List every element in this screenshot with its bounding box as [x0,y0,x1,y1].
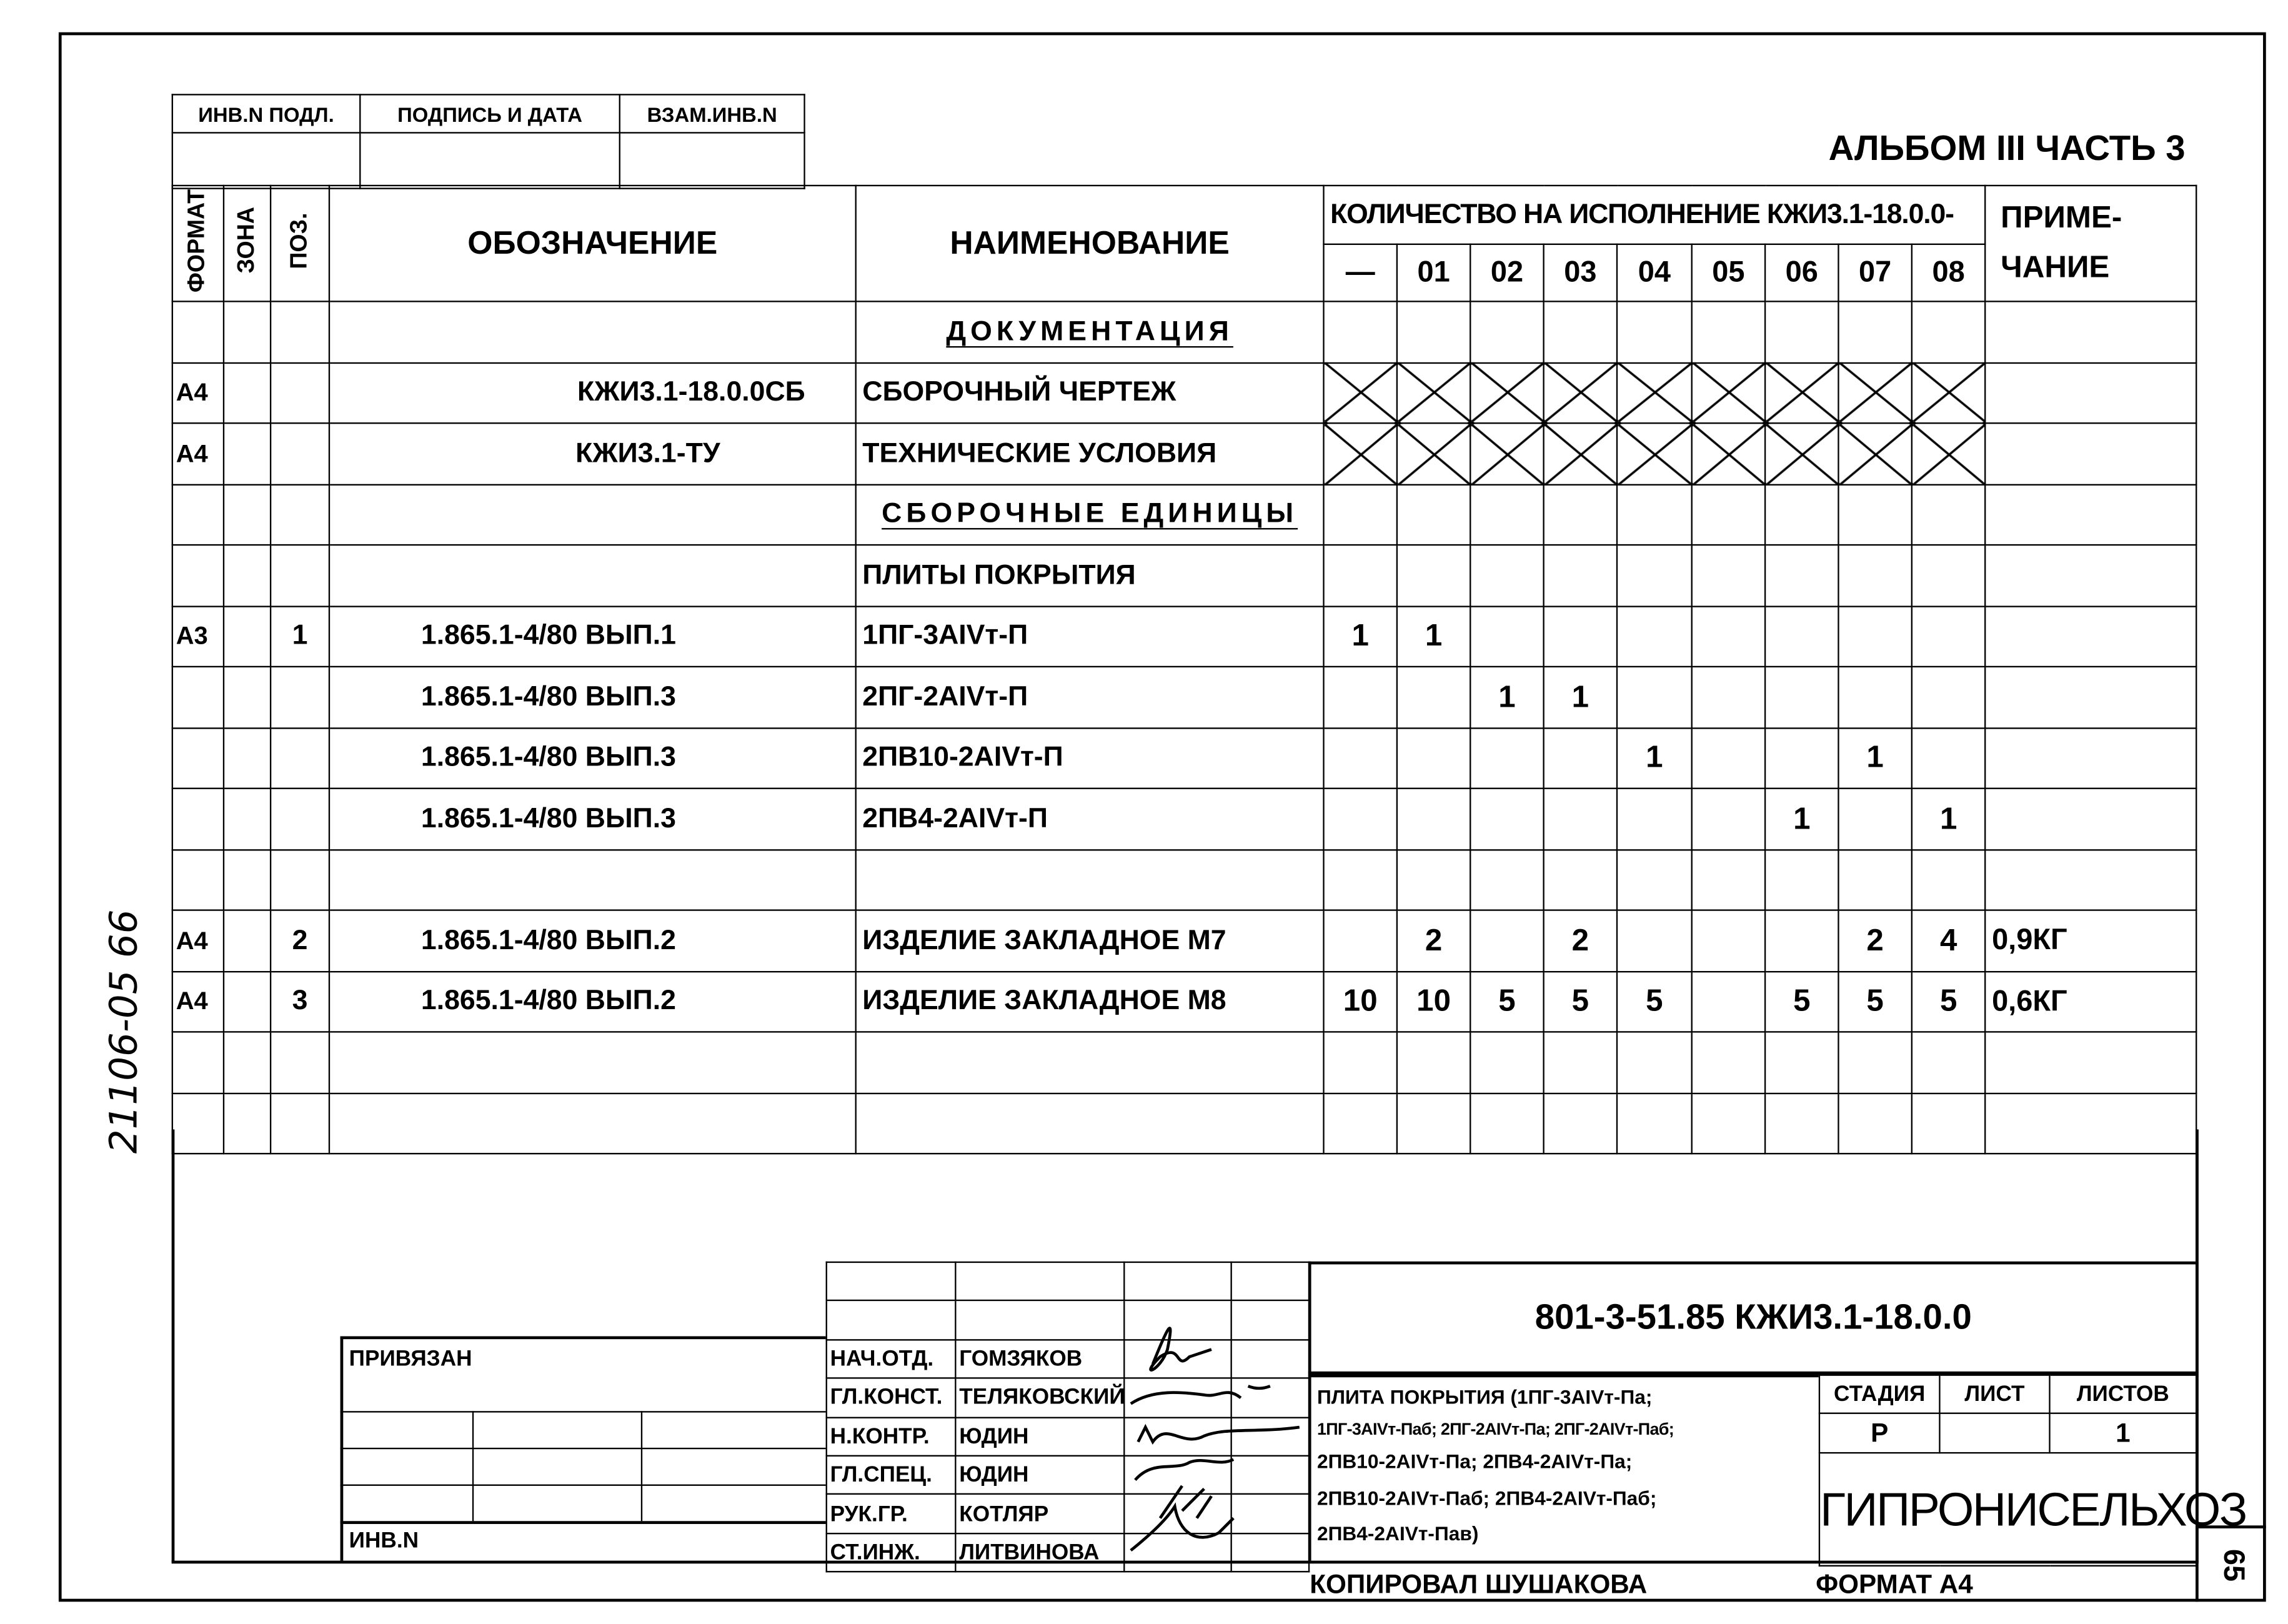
table-row [172,362,2197,423]
inventory-stamp [172,94,805,189]
cell-qty [1544,605,1617,666]
cell-format [172,301,224,362]
approval-name: ЛИТВИНОВА [955,1533,1124,1572]
binding-top-line [341,1336,826,1339]
approval-role: ГЛ.СПЕЦ. [827,1456,956,1495]
cell-qty [1692,849,1765,910]
cell-qty [1397,1093,1470,1153]
header-variant: 03 [1544,244,1617,302]
cell-format: А4 [172,423,224,484]
cell-qty [1912,301,1986,362]
cell-qty [1397,1032,1470,1092]
cell-zone [224,605,271,666]
header-note-line2: ЧАНИЕ [2001,251,2110,285]
title-line: ПЛИТА ПОКРЫТИЯ (1ПГ-3АIVт-Па; [1316,1386,1653,1408]
table-row [172,1093,2197,1153]
table-row [172,910,2197,971]
cell-designation: 1.865.1-4/80 ВЫП.3 [329,667,856,727]
inv-cell [172,132,360,188]
cell-qty [1544,1032,1617,1092]
cell-name [856,849,1324,910]
cell-qty [1692,971,1765,1032]
cell-qty [1617,849,1692,910]
table-row [172,667,2197,727]
cell-qty [1838,362,1911,423]
cell-name: 2ПВ10-2АIVт-П [856,727,1324,788]
cell-qty [1617,484,1692,545]
cell-qty [1838,849,1911,910]
cell-qty [1470,789,1543,849]
cell-qty [1324,423,1397,484]
document-title [1308,1375,1819,1561]
cell-qty [1838,1032,1911,1092]
cell-qty [1912,667,1986,727]
cell-designation: 1.865.1-4/80 ВЫП.3 [329,789,856,849]
cell-designation [329,301,856,362]
cell-qty [1765,484,1838,545]
margin-note-text: 21106-05 66 [102,909,147,1154]
cell-format: А3 [172,605,224,666]
table-row [172,484,2197,545]
organization: ГИПРОНИСЕЛЬХОЗ [1819,1453,2196,1566]
cell-qty [1765,727,1838,788]
cell-name [856,1093,1324,1153]
cell-qty: 5 [1617,971,1692,1032]
cell-note [1985,667,2196,727]
approval-name: ТЕЛЯКОВСКИЙ [955,1378,1124,1417]
approval-name: КОТЛЯР [955,1495,1124,1533]
cell-designation [329,1032,856,1092]
cell-note [1985,301,2196,362]
cell-qty [1397,727,1470,788]
binding-grid-line [341,1485,826,1486]
cell-qty [1765,545,1838,605]
table-row [172,727,2197,788]
cell-qty [1324,789,1397,849]
cell-qty [1912,727,1986,788]
signatures-icon [1123,1298,1314,1577]
approval-role: Н.КОНТР. [827,1417,956,1456]
cell-note [1985,1032,2196,1092]
cell-pos [271,484,329,545]
cell-qty [1544,545,1617,605]
cell-format: А4 [172,362,224,423]
sheet-value [1939,1414,2049,1453]
approval-role: СТ.ИНЖ. [827,1533,956,1572]
cell-qty [1692,910,1765,971]
cell-name: ДОКУМЕНТАЦИЯ [856,301,1324,362]
cell-zone [224,484,271,545]
cell-name: ПЛИТЫ ПОКРЫТИЯ [856,545,1324,605]
cell-qty [1912,484,1986,545]
cell-qty [1838,301,1911,362]
document-code: 801-3-51.85 КЖИ3.1-18.0.0 [1308,1262,2196,1375]
cell-qty [1912,849,1986,910]
cell-qty [1324,301,1397,362]
cell-qty [1617,789,1692,849]
sheets-value: 1 [2049,1414,2196,1453]
table-row [172,1032,2197,1092]
cell-qty [1397,423,1470,484]
cell-qty: 2 [1838,910,1911,971]
cell-qty [1324,484,1397,545]
cell-qty: 1 [1765,789,1838,849]
table-row [172,605,2197,666]
cell-qty [1470,910,1543,971]
cell-qty [1692,789,1765,849]
cell-qty [1765,849,1838,910]
cell-qty: 4 [1912,910,1986,971]
cell-designation: 1.865.1-4/80 ВЫП.3 [329,727,856,788]
binding-grid-line [641,1411,642,1521]
sheet-format: ФОРМАТ А4 [1816,1569,1973,1599]
header-variant: 07 [1838,244,1911,302]
cell-qty [1544,727,1617,788]
signature-date-header: ПОДПИСЬ И ДАТА [360,94,619,132]
cell-designation: КЖИ3.1-ТУ [329,423,856,484]
table-row [172,423,2197,484]
cell-designation: КЖИ3.1-18.0.0СБ [329,362,856,423]
cell-format: А4 [172,971,224,1032]
cell-designation [329,849,856,910]
cell-pos [271,1093,329,1153]
cell-qty: 1 [1470,667,1543,727]
cell-qty [1912,605,1986,666]
cell-qty [1544,789,1617,849]
stage-label: СТАДИЯ [1819,1375,1939,1414]
cell-qty: 2 [1544,910,1617,971]
table-row [172,849,2197,910]
cell-qty [1324,1032,1397,1092]
cell-pos [271,667,329,727]
cell-qty [1838,605,1911,666]
cell-qty [1912,423,1986,484]
cell-note [1985,362,2196,423]
cell-pos [271,423,329,484]
cell-qty [1692,727,1765,788]
cell-qty: 5 [1912,971,1986,1032]
copied-by: КОПИРОВАЛ ШУШАКОВА [1310,1569,1648,1599]
sheet-label: ЛИСТ [1939,1375,2049,1414]
cell-designation [329,545,856,605]
cell-qty [1397,789,1470,849]
cell-qty: 1 [1544,667,1617,727]
cell-qty: 1 [1912,789,1986,849]
cell-qty [1912,545,1986,605]
cell-designation [329,484,856,545]
cell-qty [1397,545,1470,605]
cell-note [1985,423,2196,484]
cell-name: 2ПВ4-2АIVт-П [856,789,1324,849]
cell-qty [1617,362,1692,423]
approval-role: НАЧ.ОТД. [827,1340,956,1378]
cell-format [172,545,224,605]
cell-qty [1617,605,1692,666]
cell-format: А4 [172,910,224,971]
cell-qty: 10 [1397,971,1470,1032]
binding-label: ПРИВЯЗАН [349,1346,472,1372]
binding-inv-label: ИНВ.N [349,1528,419,1553]
cell-name: СБОРОЧНЫЕ ЕДИНИЦЫ [856,484,1324,545]
cell-qty [1617,423,1692,484]
binding-grid-line [472,1411,474,1521]
album-label: АЛЬБОМ III ЧАСТЬ 3 [1828,129,2186,169]
cell-qty [1765,667,1838,727]
cell-qty [1324,1093,1397,1153]
cell-qty [1838,667,1911,727]
cell-qty [1912,362,1986,423]
table-row [172,301,2197,362]
cell-format [172,1093,224,1153]
cell-zone [224,545,271,605]
cell-pos [271,849,329,910]
table-row [172,971,2197,1032]
cell-qty [1324,545,1397,605]
header-variant: — [1324,244,1397,302]
cell-name: ТЕХНИЧЕСКИЕ УСЛОВИЯ [856,423,1324,484]
cell-zone [224,423,271,484]
cell-name: 1ПГ-3АIVт-П [856,605,1324,666]
cell-qty: 1 [1397,605,1470,666]
cell-qty [1544,423,1617,484]
cell-qty [1470,362,1543,423]
cell-pos [271,545,329,605]
cell-qty [1765,1093,1838,1153]
cell-qty [1692,301,1765,362]
cell-qty [1324,362,1397,423]
cell-pos [271,727,329,788]
header-variant: 02 [1470,244,1543,302]
cell-qty [1617,1032,1692,1092]
page-number: 65 [2217,1548,2249,1582]
cell-qty [1692,1093,1765,1153]
cell-qty [1470,605,1543,666]
title-line: 1ПГ-3АIVт-Паб; 2ПГ-2АIVт-Па; 2ПГ-2АIVт-Паб; [1316,1421,1674,1439]
cell-qty: 2 [1397,910,1470,971]
cell-zone [224,362,271,423]
cell-qty [1765,423,1838,484]
cell-qty: 5 [1838,971,1911,1032]
cell-format [172,849,224,910]
header-variant: 06 [1765,244,1838,302]
cell-note [1985,849,2196,910]
cell-zone [224,1032,271,1092]
sheets-label: ЛИСТОВ [2049,1375,2196,1414]
cell-note [1985,789,2196,849]
cell-qty [1617,910,1692,971]
cell-qty [1692,1032,1765,1092]
header-variant: 05 [1692,244,1765,302]
cell-qty: 5 [1544,971,1617,1032]
cell-pos: 3 [271,971,329,1032]
header-designation: ОБОЗНАЧЕНИЕ [329,186,856,301]
inv-header: ИНВ.N ПОДЛ. [172,94,360,132]
cell-qty [1544,362,1617,423]
binding-grid-line [341,1521,826,1524]
cell-note: 0,6КГ [1985,971,2196,1032]
title-line: 2ПВ10-2АIVт-Паб; 2ПВ4-2АIVт-Паб; [1316,1487,1657,1509]
cell-format [172,484,224,545]
cell-qty [1765,1032,1838,1092]
cell-qty: 10 [1324,971,1397,1032]
cell-qty [1692,545,1765,605]
cell-qty [1544,301,1617,362]
cell-qty [1692,667,1765,727]
approval-role: РУК.ГР. [827,1495,956,1533]
cell-qty: 1 [1617,727,1692,788]
cell-pos [271,362,329,423]
header-pos: ПОЗ. [271,186,329,301]
cell-qty [1397,849,1470,910]
frame-left-line [172,1129,175,1562]
cell-qty [1765,910,1838,971]
cell-qty [1470,1093,1543,1153]
cell-note: 0,9КГ [1985,910,2196,971]
cell-format [172,789,224,849]
table-row [172,789,2197,849]
stage-value: Р [1819,1414,1939,1453]
cell-qty [1765,362,1838,423]
binding-grid-line [341,1411,826,1412]
cell-qty [1838,423,1911,484]
cell-qty [1470,1032,1543,1092]
cell-qty [1838,1093,1911,1153]
cell-qty [1617,301,1692,362]
cell-qty: 1 [1838,727,1911,788]
cell-qty [1397,301,1470,362]
signature-date-cell [360,132,619,188]
header-quantity: КОЛИЧЕСТВО НА ИСПОЛНЕНИЕ КЖИ3.1-18.0.0- [1324,186,1986,244]
cell-qty [1692,362,1765,423]
header-variant: 08 [1912,244,1986,302]
cell-qty: 5 [1765,971,1838,1032]
cell-qty [1912,1093,1986,1153]
header-variant: 01 [1397,244,1470,302]
cell-note [1985,545,2196,605]
cell-name: 2ПГ-2АIVт-П [856,667,1324,727]
cell-note [1985,1093,2196,1153]
cell-note [1985,727,2196,788]
cell-qty [1912,1032,1986,1092]
cell-note [1985,605,2196,666]
cell-designation: 1.865.1-4/80 ВЫП.1 [329,605,856,666]
cell-qty [1692,484,1765,545]
cell-name: СБОРОЧНЫЙ ЧЕРТЕЖ [856,362,1324,423]
cell-qty [1544,1093,1617,1153]
cell-qty [1617,545,1692,605]
replaced-inv-header: ВЗАМ.ИНВ.N [620,94,805,132]
specification-table [172,185,2197,1155]
cell-zone [224,301,271,362]
cell-qty [1838,545,1911,605]
cell-qty [1617,1093,1692,1153]
approval-name: ЮДИН [955,1456,1124,1495]
page-number-box [2196,1525,2266,1602]
header-format: ФОРМАТ [172,186,224,301]
approval-role: ГЛ.КОНСТ. [827,1378,956,1417]
cell-format [172,727,224,788]
table-row [172,545,2197,605]
cell-note [1985,484,2196,545]
cell-zone [224,667,271,727]
cell-pos: 2 [271,910,329,971]
header-zone: ЗОНА [224,186,271,301]
cell-qty [1470,849,1543,910]
cell-pos [271,1032,329,1092]
header-note [1985,186,2196,301]
frame-right-line [2196,1129,2199,1525]
cell-zone [224,910,271,971]
cell-qty [1470,484,1543,545]
cell-qty [1617,667,1692,727]
cell-qty: 5 [1470,971,1543,1032]
cell-qty [1397,667,1470,727]
cell-name [856,1032,1324,1092]
cell-qty [1544,484,1617,545]
cell-qty [1324,910,1397,971]
cell-qty [1397,362,1470,423]
cell-qty [1470,545,1543,605]
binding-grid-line [341,1448,826,1449]
cell-pos: 1 [271,605,329,666]
cell-name: ИЗДЕЛИЕ ЗАКЛАДНОЕ М7 [856,910,1324,971]
cell-designation [329,1093,856,1153]
title-line: 2ПВ4-2АIVт-Пав) [1316,1522,1479,1544]
header-note-line1: ПРИМЕ- [2001,201,2122,236]
cell-pos [271,301,329,362]
cell-designation: 1.865.1-4/80 ВЫП.2 [329,971,856,1032]
approval-name: ГОМЗЯКОВ [955,1340,1124,1378]
cell-zone [224,1093,271,1153]
title-line: 2ПВ10-2АIVт-Па; 2ПВ4-2АIVт-Па; [1316,1451,1633,1473]
approval-name: ЮДИН [955,1417,1124,1456]
cell-qty [1838,789,1911,849]
cell-zone [224,727,271,788]
cell-qty [1324,667,1397,727]
cell-qty [1324,727,1397,788]
cell-qty [1397,484,1470,545]
cell-qty [1692,423,1765,484]
cell-pos [271,789,329,849]
cell-qty [1470,423,1543,484]
header-variant: 04 [1617,244,1692,302]
cell-qty [1544,849,1617,910]
header-name: НАИМЕНОВАНИЕ [856,186,1324,301]
cell-zone [224,789,271,849]
cell-qty [1838,484,1911,545]
replaced-inv-cell [620,132,805,188]
cell-zone [224,971,271,1032]
cell-qty [1765,605,1838,666]
cell-qty [1470,301,1543,362]
cell-qty [1765,301,1838,362]
cell-format [172,667,224,727]
cell-format [172,1032,224,1092]
cell-name: ИЗДЕЛИЕ ЗАКЛАДНОЕ М8 [856,971,1324,1032]
cell-zone [224,849,271,910]
margin-note [102,909,176,1158]
cell-qty [1324,849,1397,910]
cell-qty [1692,605,1765,666]
cell-designation: 1.865.1-4/80 ВЫП.2 [329,910,856,971]
cell-qty [1470,727,1543,788]
cell-qty: 1 [1324,605,1397,666]
